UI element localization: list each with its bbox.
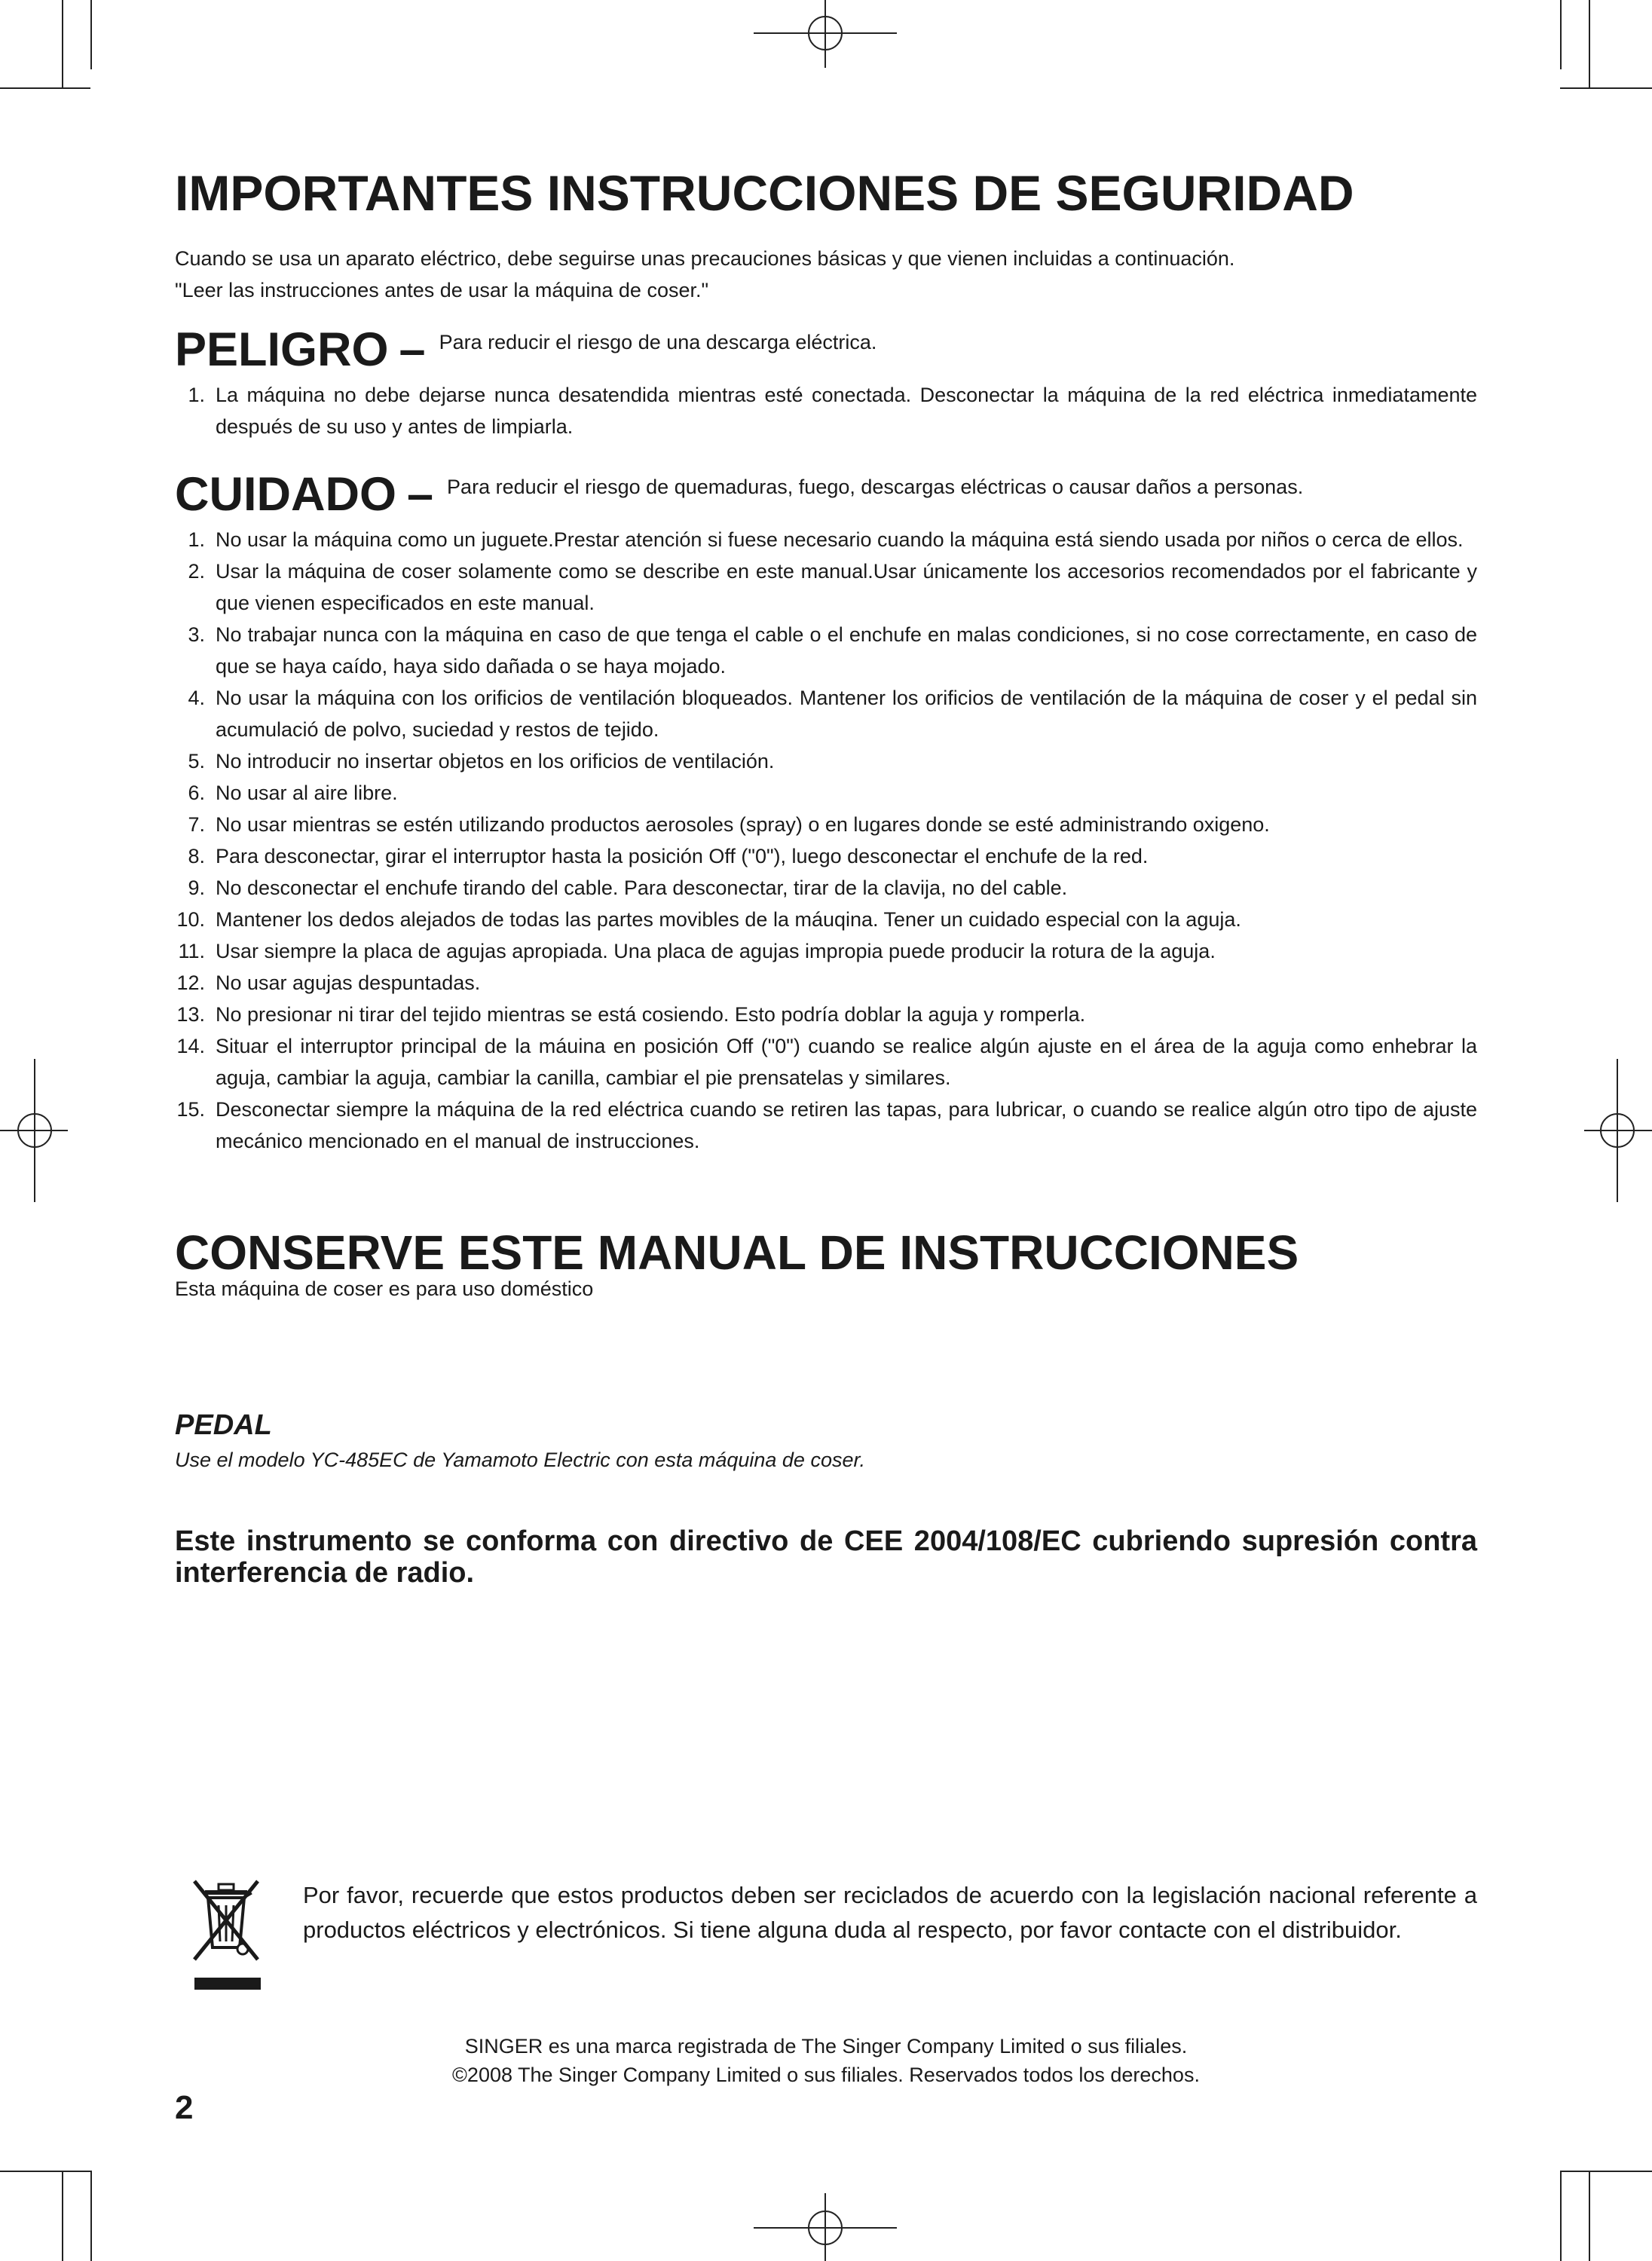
conserve-subtitle: Esta máquina de coser es para uso doméstico [175,1277,594,1300]
cuidado-item [175,809,1477,840]
trademark-line: SINGER es una marca registrada de The Singer Company Limited o sus filiales. [464,2035,1188,2058]
cuidado-item-text: No usar agujas despuntadas. [216,971,481,994]
cuidado-item-number: 14. [176,1035,205,1057]
registration-mark-top [754,0,897,68]
cuidado-item [175,682,1477,745]
registration-mark-right [1584,1059,1652,1202]
cuidado-heading-row [175,467,1303,522]
cuidado-item-number: 13. [176,1003,205,1026]
cuidado-item [175,999,1477,1030]
page-number: 2 [175,2089,194,2126]
copyright-line: ©2008 The Singer Company Limited o sus filiales. Reservados todos los derechos. [452,2064,1200,2086]
cuidado-item-number: 8. [188,845,205,867]
cuidado-item [175,619,1477,682]
intro-text [175,243,1234,306]
cuidado-dash: – [407,468,434,521]
intro-line-1: Cuando se usa un aparato eléctrico, debe seguirse unas precauciones básicas y que vienen incluidas a continuación. [175,247,1235,270]
cuidado-list [175,524,1477,1157]
cuidado-item-number: 6. [188,782,205,804]
cuidado-item [175,1094,1477,1157]
peligro-heading: PELIGRO [175,323,389,376]
peligro-item-number: 1. [188,384,205,406]
cuidado-item-text: No usar la máquina con los orificios de ventilación bloqueados. Mantener los orificios de ventilación de la máquina de coser y el pedal sin acumulació de polvo, suciedad y restos de tejido. [216,687,1477,741]
page-title: IMPORTANTES INSTRUCCIONES DE SEGURIDAD [175,165,1354,221]
peligro-heading-row [175,323,876,377]
cuidado-item-number: 10. [176,908,205,931]
peligro-dash: – [399,323,426,376]
cuidado-item-number: 1. [188,528,205,551]
cuidado-item [175,872,1477,904]
cuidado-item [175,904,1477,935]
cuidado-item-number: 15. [176,1098,205,1121]
cuidado-item-text: Mantener los dedos alejados de todas las partes movibles de la máuqina. Tener un cuidado especial con la aguja. [216,908,1241,931]
crossed-out-wheelie-bin-icon [188,1875,267,1993]
cuidado-item [175,840,1477,872]
cuidado-item-number: 7. [188,813,205,836]
cuidado-item-text: Para desconectar, girar el interruptor hasta la posición Off ("0"), luego desconectar el enchufe de la red. [216,845,1149,867]
cuidado-item [175,935,1477,967]
pedal-heading: PEDAL [175,1409,272,1441]
cuidado-item-text: Usar la máquina de coser solamente como se describe en este manual.Usar únicamente los accesorios recomendados por el fabricante y que vienen especificados en este manual. [216,560,1477,614]
cuidado-heading: CUIDADO [175,468,396,521]
cuidado-item-text: No desconectar el enchufe tirando del cable. Para desconectar, tirar de la clavija, no del cable. [216,877,1068,899]
cuidado-item [175,777,1477,809]
cee-notice: Este instrumento se conforma con directivo de CEE 2004/108/EC cubriendo supresión contra interferencia de radio. [175,1525,1477,1589]
cuidado-item-text: Situar el interruptor principal de la máuina en posición Off ("0") cuando se realice algún ajuste en el área de la aguja como enhebrar la aguja, cambiar la aguja, cambiar la canilla, cambiar el pie prensatelas y similares. [216,1035,1477,1089]
peligro-subtitle: Para reducir el riesgo de una descarga eléctrica. [439,331,877,353]
registration-mark-left [0,1059,68,1202]
cuidado-item-number: 5. [188,750,205,773]
cuidado-item [175,524,1477,555]
cuidado-item-number: 3. [188,623,205,646]
peligro-list [175,379,1477,442]
cuidado-item [175,745,1477,777]
cuidado-item [175,555,1477,619]
cuidado-item-text: No usar mientras se estén utilizando productos aerosoles (spray) o en lugares donde se esté administrando oxigeno. [216,813,1270,836]
registration-mark-bottom [754,2193,897,2261]
cuidado-item-text: Desconectar siempre la máquina de la red eléctrica cuando se retiren las tapas, para lubricar, o cuando se realice algún otro tipo de ajuste mecánico mencionado en el manual de instrucciones. [216,1098,1477,1152]
cuidado-item-number: 11. [178,940,205,962]
cuidado-item-number: 4. [188,687,205,709]
peligro-item-text: La máquina no debe dejarse nunca desatendida mientras esté conectada. Desconectar la máquina de la red eléctrica inmediatamente después de su uso y antes de limpiarla. [216,384,1477,438]
recycle-notice: Por favor, recuerde que estos productos deben ser reciclados de acuerdo con la legislación nacional referente a productos eléctricos y electrónicos. Si tiene alguna duda al respecto, por favor contacte con el distribuidor. [303,1882,1477,1943]
cuidado-item-text: No introducir no insertar objetos en los orificios de ventilación. [216,750,775,773]
cuidado-item-text: No trabajar nunca con la máquina en caso de que tenga el cable o el enchufe en malas condiciones, si no cose correctamente, en caso de que se haya caído, haya sido dañada o se haya mojado. [216,623,1477,678]
peligro-item [175,379,1477,442]
pedal-text: Use el modelo YC-485EC de Yamamoto Electric con esta máquina de coser. [175,1449,865,1471]
cuidado-item-text: No presionar ni tirar del tejido mientras se está cosiendo. Esto podría doblar la aguja y romperla. [216,1003,1086,1026]
cuidado-item [175,967,1477,999]
cuidado-item-number: 2. [188,560,205,583]
cuidado-item-number: 9. [188,877,205,899]
cuidado-item-text: Usar siempre la placa de agujas apropiada. Una placa de agujas impropia puede producir la rotura de la aguja. [216,940,1216,962]
intro-line-2: "Leer las instrucciones antes de usar la máquina de coser." [175,279,709,301]
cuidado-item-text: No usar al aire libre. [216,782,398,804]
cuidado-subtitle: Para reducir el riesgo de quemaduras, fuego, descargas eléctricas o causar daños a personas. [447,476,1304,498]
conserve-heading: CONSERVE ESTE MANUAL DE INSTRUCCIONES [175,1225,1299,1280]
cuidado-item-text: No usar la máquina como un juguete.Prestar atención si fuese necesario cuando la máquina está siendo usada por niños o cerca de ellos. [216,528,1464,551]
cuidado-item [175,1030,1477,1094]
cuidado-item-number: 12. [176,971,205,994]
